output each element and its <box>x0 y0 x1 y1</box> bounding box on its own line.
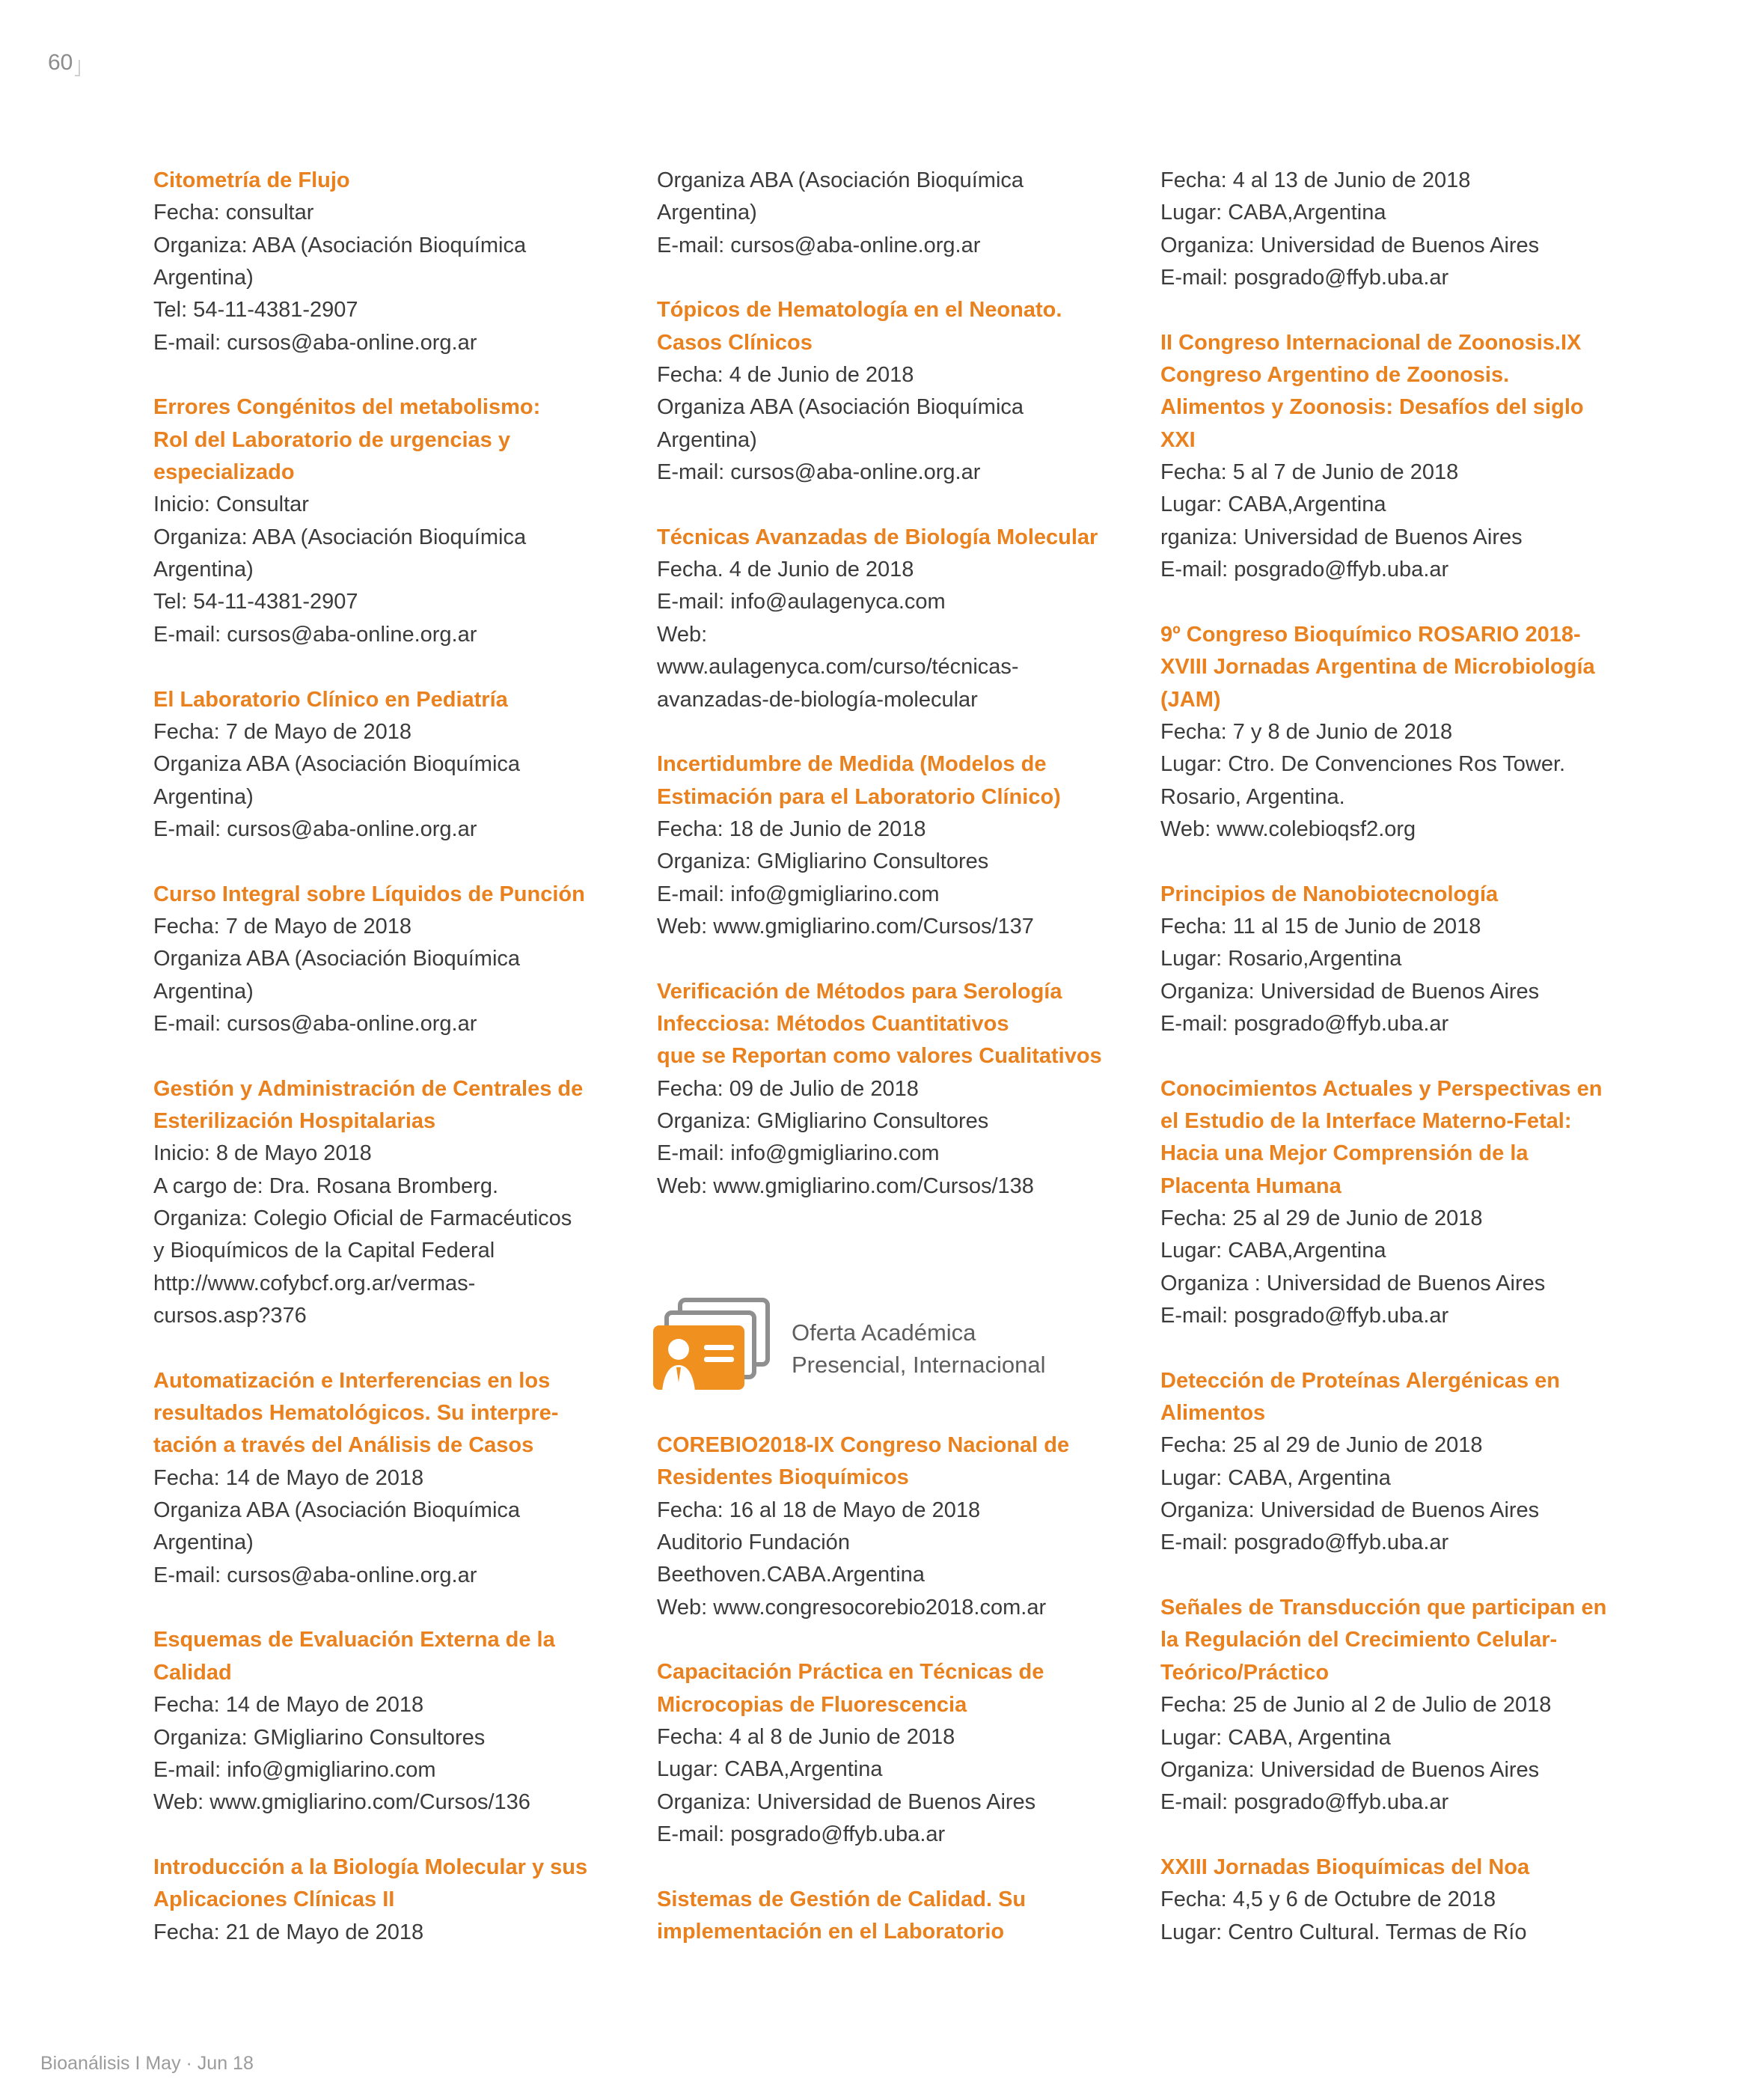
event-organizer-line: Organiza: Universidad de Buenos Aires <box>1160 1757 1540 1782</box>
column-3 <box>1160 165 1699 1981</box>
event-email-line: E-mail: cursos@aba-online.org.ar <box>153 330 477 355</box>
column-1 <box>153 165 647 1981</box>
event-organizer-line: Organiza: Colegio Oficial de Farmacéuticos <box>153 1206 572 1230</box>
event-email-line: E-mail: info@gmigliarino.com <box>657 1141 940 1166</box>
event-detail-line: Argentina) <box>153 266 254 290</box>
event-title-line: 9º Congreso Bioquímico ROSARIO 2018- <box>1160 622 1581 647</box>
event-title-line: que se Reportan como valores Cualitativos <box>657 1044 1102 1069</box>
event-title-line: Aplicaciones Clínicas II <box>153 1887 395 1912</box>
event-entry <box>153 684 647 846</box>
event-organizer-line: Organiza: Universidad de Buenos Aires <box>1160 979 1540 1004</box>
event-date-line: Fecha: 11 al 15 de Junio de 2018 <box>1160 914 1481 938</box>
event-email-line: E-mail: posgrado@ffyb.uba.ar <box>1160 1304 1449 1328</box>
event-title-line: Detección de Proteínas Alergénicas en <box>1160 1368 1561 1393</box>
event-date-line: Fecha: 09 de Julio de 2018 <box>657 1076 919 1101</box>
event-entry <box>153 391 647 651</box>
event-date-line: Fecha. 4 de Junio de 2018 <box>657 558 914 582</box>
event-email-line: E-mail: cursos@aba-online.org.ar <box>153 1563 477 1587</box>
event-web-line: Web: www.congresocorebio2018.com.ar <box>657 1595 1047 1620</box>
event-title-line: Infecciosa: Métodos Cuantitativos <box>657 1011 1009 1036</box>
event-title-line: Residentes Bioquímicos <box>657 1465 909 1490</box>
event-organizer-line: Organiza: GMigliarino Consultores <box>657 849 989 874</box>
event-detail-line: Argentina) <box>657 201 757 225</box>
event-title-line: Estimación para el Laboratorio Clínico) <box>657 784 1061 809</box>
event-title-line: implementación en el Laboratorio <box>657 1920 1005 1944</box>
event-entry <box>657 748 1151 943</box>
event-email-line: E-mail: cursos@aba-online.org.ar <box>153 1011 477 1036</box>
event-title-line: especializado <box>153 460 295 485</box>
event-organizer-line: Organiza: Universidad de Buenos Aires <box>1160 1498 1540 1523</box>
event-title-line: Calidad <box>153 1660 232 1685</box>
event-web-line: Web: www.colebioqsf2.org <box>1160 817 1416 841</box>
event-entry <box>153 1852 647 1949</box>
event-start-line: Inicio: Consultar <box>153 492 309 517</box>
event-location-line: Lugar: Ctro. De Convenciones Ros Tower. <box>1160 752 1566 777</box>
section-heading-line-1: Oferta Académica <box>792 1319 976 1346</box>
event-title-line: Casos Clínicos <box>657 330 813 355</box>
event-title-line: Rol del Laboratorio de urgencias y <box>153 427 510 452</box>
event-title-line: resultados Hematológicos. Su interpre- <box>153 1401 559 1426</box>
event-organizer-line: Organiza: Universidad de Buenos Aires <box>657 1789 1036 1814</box>
event-entry <box>657 1884 1151 1949</box>
event-date-line: Fecha: 21 de Mayo de 2018 <box>153 1920 424 1944</box>
event-detail-line: Rosario, Argentina. <box>1160 784 1345 809</box>
event-location-line: Lugar: Centro Cultural. Termas de Río <box>1160 1920 1527 1944</box>
event-title-line: II Congreso Internacional de Zoonosis.IX <box>1160 330 1582 355</box>
event-email-line: E-mail: info@gmigliarino.com <box>153 1757 436 1782</box>
event-title-line: Curso Integral sobre Líquidos de Punción <box>153 882 585 906</box>
event-organizer-line: Organiza: Universidad de Buenos Aires <box>1160 233 1540 257</box>
event-title-line: Esquemas de Evaluación Externa de la <box>153 1628 555 1652</box>
event-detail-line: Argentina) <box>153 558 254 582</box>
event-detail-line: cursos.asp?376 <box>153 1304 307 1328</box>
column-2-lower <box>657 1429 1151 1981</box>
event-location-line: Lugar: CABA, Argentina <box>1160 1725 1391 1750</box>
event-email-line: E-mail: cursos@aba-online.org.ar <box>657 460 981 485</box>
event-title-line: Hacia una Mejor Comprensión de la <box>1160 1141 1529 1166</box>
event-web-line: Web: www.gmigliarino.com/Cursos/137 <box>657 914 1034 938</box>
event-entry <box>1160 1852 1699 1949</box>
event-email-line: E-mail: cursos@aba-online.org.ar <box>153 817 477 841</box>
event-detail-line: Argentina) <box>657 427 757 452</box>
event-email-line: E-mail: posgrado@ffyb.uba.ar <box>1160 266 1449 290</box>
event-organizer-line: Organiza ABA (Asociación Bioquímica <box>153 1498 521 1523</box>
event-location-line: Lugar: CABA,Argentina <box>1160 1239 1386 1263</box>
event-entry <box>657 976 1151 1203</box>
event-title-line: Teórico/Práctico <box>1160 1660 1330 1685</box>
event-phone-line: Tel: 54-11-4381-2907 <box>153 590 358 614</box>
event-entry <box>1160 879 1699 1041</box>
event-detail-line: rganiza: Universidad de Buenos Aires <box>1160 525 1523 549</box>
event-entry <box>1160 1592 1699 1819</box>
event-title-line: Errores Congénitos del metabolismo: <box>153 395 541 420</box>
event-title-line: Automatización e Interferencias en los <box>153 1368 551 1393</box>
event-organizer-line: Organiza: ABA (Asociación Bioquímica <box>153 525 527 549</box>
event-date-line: Fecha: 25 al 29 de Junio de 2018 <box>1160 1433 1483 1458</box>
event-detail-line: http://www.cofybcf.org.ar/vermas- <box>153 1271 476 1295</box>
event-entry <box>1160 1073 1699 1333</box>
event-title-line: Sistemas de Gestión de Calidad. Su <box>657 1887 1027 1911</box>
event-date-line: Fecha: 16 al 18 de Mayo de 2018 <box>657 1498 981 1522</box>
event-location-line: Lugar: CABA,Argentina <box>1160 201 1386 225</box>
page-number-mark <box>75 60 80 76</box>
event-detail-line: avanzadas-de-biología-molecular <box>657 687 978 712</box>
event-email-line: E-mail: posgrado@ffyb.uba.ar <box>1160 1790 1449 1815</box>
event-organizer-line: Organiza ABA (Asociación Bioquímica <box>153 752 521 777</box>
event-phone-line: Tel: 54-11-4381-2907 <box>153 298 358 323</box>
event-location-line: Lugar: CABA, Argentina <box>1160 1465 1391 1490</box>
event-organizer-line: Organiza ABA (Asociación Bioquímica <box>153 947 521 971</box>
event-title-line: Alimentos <box>1160 1401 1266 1426</box>
event-date-line: Fecha: 25 de Junio al 2 de Julio de 2018 <box>1160 1693 1552 1718</box>
event-location-line: Lugar: Rosario,Argentina <box>1160 947 1402 971</box>
event-title-line: XXI <box>1160 427 1196 452</box>
event-detail-line: Beethoven.CABA.Argentina <box>657 1563 925 1587</box>
event-title-line: Capacitación Práctica en Técnicas de <box>657 1660 1044 1685</box>
event-entry <box>153 1624 647 1819</box>
event-title-line: Incertidumbre de Medida (Modelos de <box>657 752 1047 777</box>
event-detail-line: Argentina) <box>153 784 254 809</box>
page-footer: Bioanálisis I May · Jun 18 <box>40 2053 254 2074</box>
event-email-line: E-mail: posgrado@ffyb.uba.ar <box>1160 1530 1449 1555</box>
event-title-line: Congreso Argentino de Zoonosis. <box>1160 363 1510 388</box>
event-email-line: E-mail: info@aulagenyca.com <box>657 590 946 614</box>
event-title-line: Citometría de Flujo <box>153 168 350 192</box>
event-title-line: El Laboratorio Clínico en Pediatría <box>153 687 508 712</box>
event-detail-line: Auditorio Fundación <box>657 1530 850 1555</box>
event-title-line: la Regulación del Crecimiento Celular- <box>1160 1628 1558 1652</box>
event-entry <box>1160 1365 1699 1560</box>
event-entry <box>657 294 1151 489</box>
event-entry <box>657 1429 1151 1624</box>
event-title-line: Alimentos y Zoonosis: Desafíos del siglo <box>1160 395 1584 420</box>
event-entry <box>153 1073 647 1333</box>
event-title-line: XVIII Jornadas Argentina de Microbiología <box>1160 655 1595 680</box>
event-entry <box>1160 327 1699 587</box>
event-detail-line: Argentina) <box>153 1530 254 1555</box>
event-entry <box>153 879 647 1041</box>
event-email-line: E-mail: cursos@aba-online.org.ar <box>153 622 477 647</box>
event-entry <box>153 1365 647 1592</box>
section-heading <box>792 1316 1045 1382</box>
event-title-line: Placenta Humana <box>1160 1173 1341 1198</box>
event-date-line: Fecha: 14 de Mayo de 2018 <box>153 1693 424 1718</box>
event-date-line: Fecha: 4 al 13 de Junio de 2018 <box>1160 168 1471 192</box>
event-organizer-line: Organiza ABA (Asociación Bioquímica <box>657 395 1024 420</box>
event-title-line: Gestión y Administración de Centrales de <box>153 1076 584 1101</box>
event-date-line: Fecha: 7 y 8 de Junio de 2018 <box>1160 719 1453 744</box>
event-organizer-line: Organiza : Universidad de Buenos Aires <box>1160 1271 1546 1295</box>
event-date-line: Fecha: 4,5 y 6 de Octubre de 2018 <box>1160 1887 1496 1912</box>
event-entry <box>657 165 1151 262</box>
event-date-line: Fecha: 4 de Junio de 2018 <box>657 363 914 388</box>
event-entry <box>153 165 647 359</box>
event-email-line: E-mail: posgrado@ffyb.uba.ar <box>1160 558 1449 582</box>
event-title-line: tación a través del Análisis de Casos <box>153 1433 534 1458</box>
event-title-line: XXIII Jornadas Bioquímicas del Noa <box>1160 1855 1530 1879</box>
event-detail-line: Argentina) <box>153 979 254 1004</box>
event-title-line: Verificación de Métodos para Serología <box>657 979 1062 1004</box>
event-email-line: E-mail: posgrado@ffyb.uba.ar <box>1160 1011 1449 1036</box>
page-number: 60 <box>48 50 73 75</box>
event-email-line: E-mail: posgrado@ffyb.uba.ar <box>657 1822 946 1847</box>
event-start-line: Inicio: 8 de Mayo 2018 <box>153 1141 372 1166</box>
event-date-line: Fecha: 14 de Mayo de 2018 <box>153 1465 424 1490</box>
event-title-line: Conocimientos Actuales y Perspectivas en <box>1160 1076 1603 1101</box>
event-location-line: Lugar: CABA,Argentina <box>1160 492 1386 517</box>
event-title-line: Técnicas Avanzadas de Biología Molecular <box>657 525 1098 549</box>
event-detail-line: A cargo de: Dra. Rosana Bromberg. <box>153 1173 499 1198</box>
event-web-line: Web: www.gmigliarino.com/Cursos/138 <box>657 1173 1034 1198</box>
event-web-line: Web: <box>657 622 708 647</box>
event-title-line: Esterilización Hospitalarias <box>153 1108 436 1133</box>
event-detail-line: y Bioquímicos de la Capital Federal <box>153 1239 495 1263</box>
event-date-line: Fecha: 5 al 7 de Junio de 2018 <box>1160 460 1459 485</box>
event-email-line: E-mail: info@gmigliarino.com <box>657 882 940 906</box>
event-detail-line: www.aulagenyca.com/curso/técnicas- <box>657 655 1019 680</box>
event-web-line: Web: www.gmigliarino.com/Cursos/136 <box>153 1790 530 1815</box>
event-title-line: Microcopias de Fluorescencia <box>657 1692 967 1717</box>
section-heading-line-2: Presencial, Internacional <box>792 1352 1046 1379</box>
event-title-line: Tópicos de Hematología en el Neonato. <box>657 298 1062 323</box>
event-entry <box>1160 619 1699 846</box>
event-organizer-line: Organiza ABA (Asociación Bioquímica <box>657 168 1024 192</box>
event-title-line: el Estudio de la Interface Materno-Fetal: <box>1160 1108 1572 1133</box>
event-email-line: E-mail: cursos@aba-online.org.ar <box>657 233 981 257</box>
event-entry <box>657 522 1151 716</box>
event-title-line: COREBIO2018-IX Congreso Nacional de <box>657 1433 1070 1457</box>
event-organizer-line: Organiza: GMigliarino Consultores <box>153 1725 486 1750</box>
event-date-line: Fecha: 18 de Junio de 2018 <box>657 817 926 841</box>
event-date-line: Fecha: 4 al 8 de Junio de 2018 <box>657 1725 955 1750</box>
event-date-line: Fecha: 7 de Mayo de 2018 <box>153 719 412 744</box>
event-organizer-line: Organiza: GMigliarino Consultores <box>657 1108 989 1133</box>
event-title-line: Principios de Nanobiotecnología <box>1160 882 1499 906</box>
event-entry <box>1160 165 1699 294</box>
event-date-line: Fecha: consultar <box>153 201 314 225</box>
certificate-icon <box>653 1297 771 1391</box>
event-entry <box>657 1656 1151 1851</box>
event-organizer-line: Organiza: ABA (Asociación Bioquímica <box>153 233 527 257</box>
event-title-line: Señales de Transducción que participan en <box>1160 1596 1607 1620</box>
column-2-upper <box>657 165 1151 1235</box>
event-title-line: (JAM) <box>1160 687 1221 712</box>
event-location-line: Lugar: CABA,Argentina <box>657 1757 883 1782</box>
event-date-line: Fecha: 25 al 29 de Junio de 2018 <box>1160 1206 1483 1230</box>
certificate-icon-graphic <box>653 1297 771 1391</box>
event-title-line: Introducción a la Biología Molecular y sus <box>153 1855 588 1879</box>
event-date-line: Fecha: 7 de Mayo de 2018 <box>153 914 412 938</box>
